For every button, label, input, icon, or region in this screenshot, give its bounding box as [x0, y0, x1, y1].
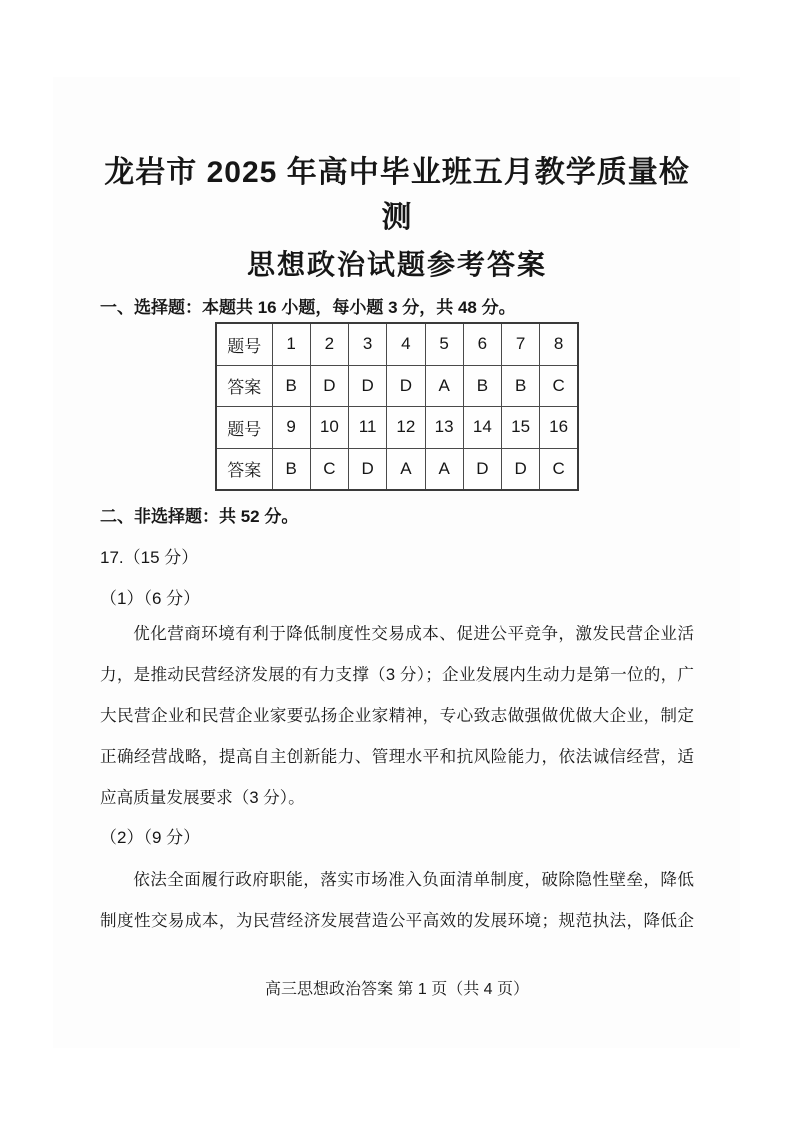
answer-cell: 8 — [540, 323, 578, 365]
answer-cell: D — [387, 365, 425, 407]
answer-cell: 4 — [387, 323, 425, 365]
row-header-cell: 答案 — [216, 448, 272, 490]
answer-cell: D — [310, 365, 348, 407]
answer-table-row — [216, 365, 578, 407]
answer-cell: A — [425, 365, 463, 407]
answer-table-row — [216, 448, 578, 490]
answer-cell: 6 — [463, 323, 501, 365]
answer-cell: 3 — [349, 323, 387, 365]
answer-cell: D — [349, 448, 387, 490]
answer-text-line: 应高质量发展要求（3 分）。 — [100, 788, 305, 807]
answer-cell: B — [463, 365, 501, 407]
answer-cell: D — [349, 365, 387, 407]
answer-cell: 7 — [502, 323, 540, 365]
answer-table-body — [216, 323, 578, 490]
q17-part1-label: （1）（6 分） — [100, 589, 201, 608]
document-subtitle: 思想政治试题参考答案 — [246, 249, 547, 280]
section2-heading: 二、非选择题：共 52 分。 — [100, 507, 299, 526]
answer-text-line: 制度性交易成本，为民营经济发展营造公平高效的发展环境；规范执法，降低企 — [100, 911, 694, 930]
answer-cell: D — [502, 448, 540, 490]
q17-part1-answer — [100, 613, 694, 818]
document-title-line2: 测 — [381, 201, 413, 234]
row-header-cell: 题号 — [216, 407, 272, 449]
answer-cell: 1 — [272, 323, 310, 365]
answer-cell: 12 — [387, 407, 425, 449]
answer-cell: 15 — [502, 407, 540, 449]
answer-cell: 9 — [272, 407, 310, 449]
answer-cell: C — [540, 365, 578, 407]
answer-cell: A — [387, 448, 425, 490]
document-title-line1: 龙岩市 2025 年高中毕业班五月教学质量检 — [104, 156, 690, 189]
answer-cell: 2 — [310, 323, 348, 365]
answer-text-line: 优化营商环境有利于降低制度性交易成本、促进公平竞争，激发民营企业活 — [133, 624, 694, 643]
answer-cell: 11 — [349, 407, 387, 449]
section1-heading: 一、选择题：本题共 16 小题，每小题 3 分，共 48 分。 — [100, 298, 516, 317]
answer-cell: 5 — [425, 323, 463, 365]
answer-cell: C — [310, 448, 348, 490]
answer-cell: B — [272, 448, 310, 490]
q17-part2-label: （2）（9 分） — [100, 828, 201, 847]
answer-cell: A — [425, 448, 463, 490]
answer-table — [215, 322, 579, 491]
answer-cell: 16 — [540, 407, 578, 449]
answer-cell: B — [272, 365, 310, 407]
answer-cell: D — [463, 448, 501, 490]
answer-cell: 13 — [425, 407, 463, 449]
question17-label: 17.（15 分） — [100, 548, 199, 567]
document-title — [0, 150, 794, 240]
answer-text-line: 依法全面履行政府职能，落实市场准入负面清单制度，破除隐性壁垒，降低 — [133, 870, 694, 889]
answer-cell: 10 — [310, 407, 348, 449]
answer-cell: B — [502, 365, 540, 407]
answer-table-row — [216, 323, 578, 365]
row-header-cell: 题号 — [216, 323, 272, 365]
answer-text-line: 正确经营战略，提高自主创新能力、管理水平和抗风险能力，依法诚信经营，适 — [100, 747, 694, 766]
q17-part2-answer — [100, 859, 694, 941]
page-footer: 高三思想政治答案 第 1 页（共 4 页） — [264, 981, 530, 998]
row-header-cell: 答案 — [216, 365, 272, 407]
answer-text-line: 力，是推动民营经济发展的有力支撑（3 分）；企业发展内生动力是第一位的，广 — [100, 665, 694, 684]
answer-cell: 14 — [463, 407, 501, 449]
answer-table-row — [216, 407, 578, 449]
answer-cell: C — [540, 448, 578, 490]
answer-text-line: 大民营企业和民营企业家要弘扬企业家精神，专心致志做强做优做大企业，制定 — [100, 706, 694, 725]
